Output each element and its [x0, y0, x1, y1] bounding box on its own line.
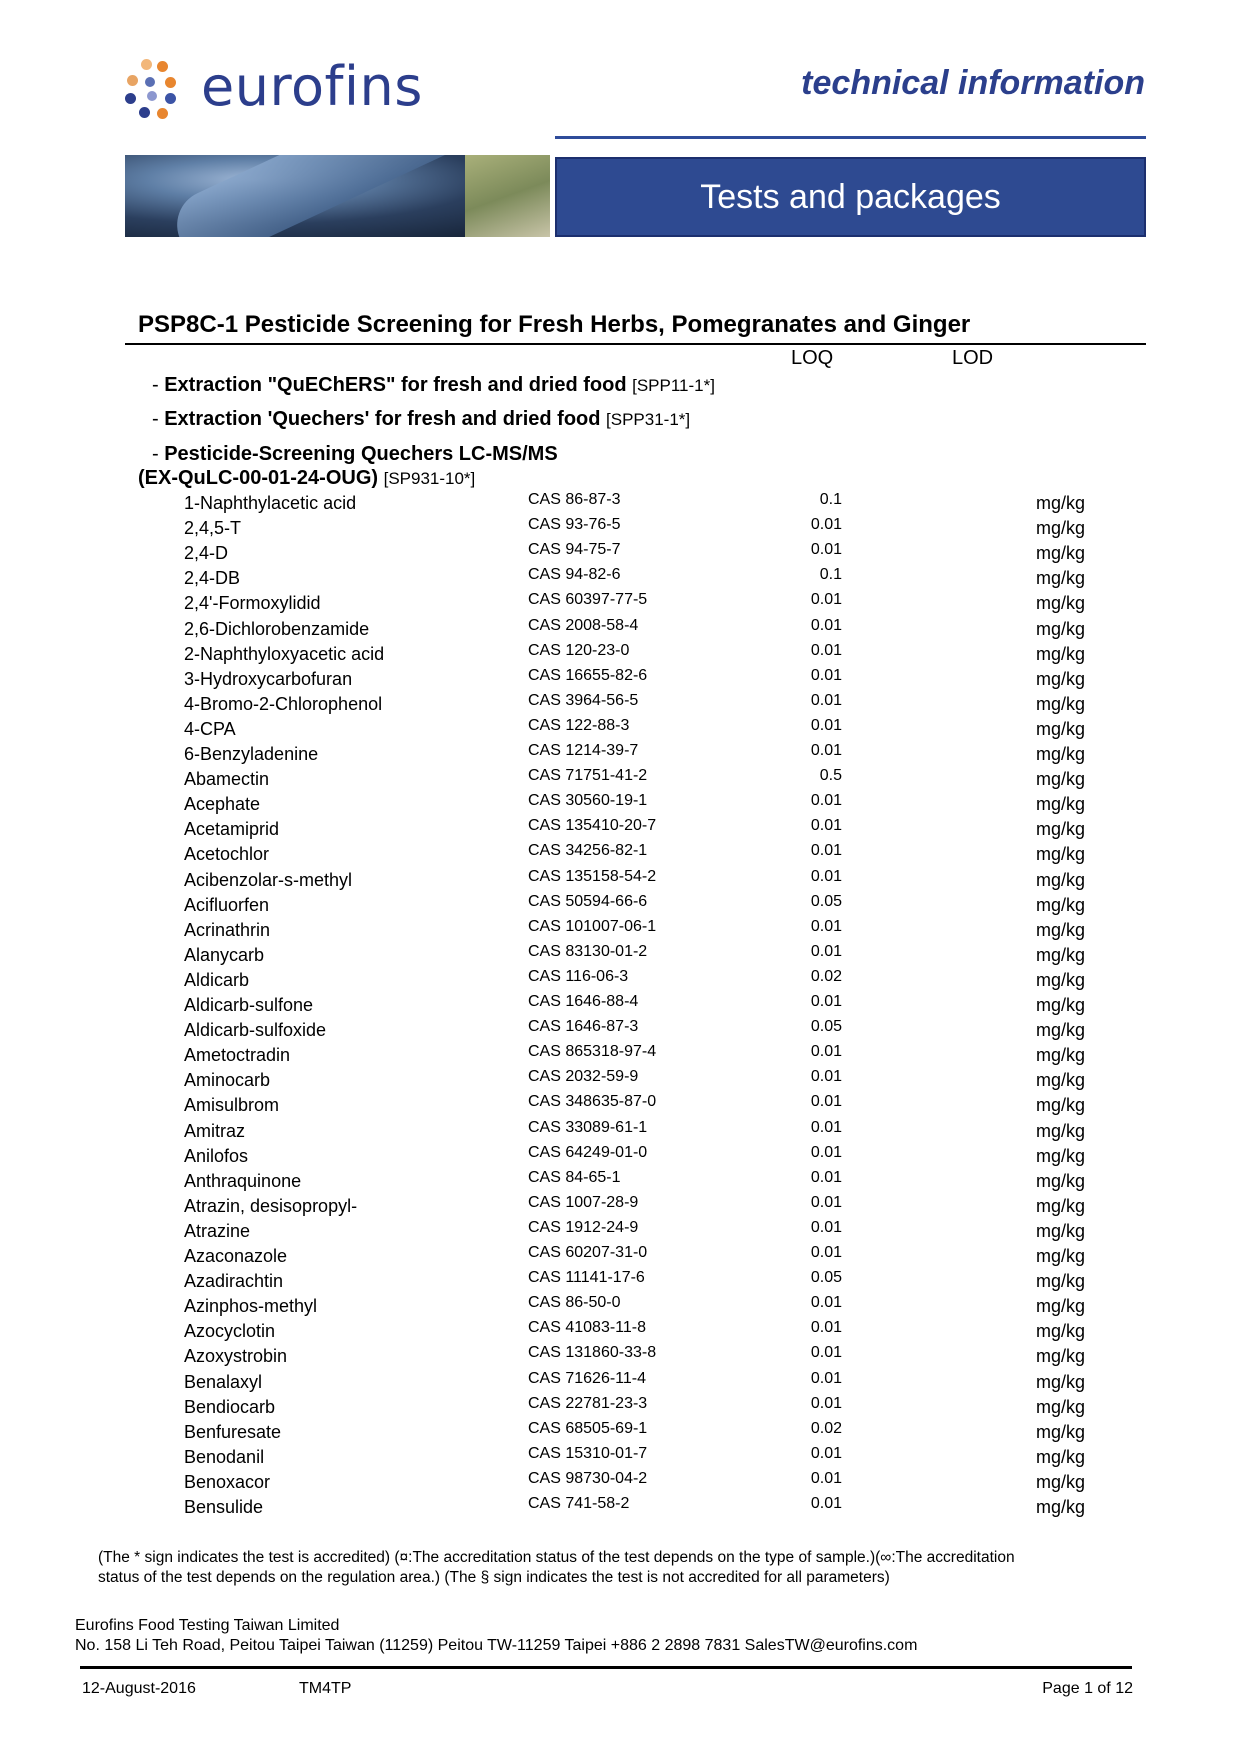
analyte-name: 3-Hydroxycarbofuran	[184, 668, 353, 689]
analyte-unit: mg/kg	[1036, 969, 1086, 990]
analyte-cas: CAS 71751-41-2	[528, 767, 648, 785]
analyte-loq: 0.01	[810, 1118, 842, 1136]
analyte-name: Atrazin, desisopropyl-	[184, 1195, 358, 1216]
analyte-cas: CAS 16655-82-6	[528, 666, 648, 684]
analyte-loq: 0.01	[810, 716, 842, 734]
analyte-cas: CAS 83130-01-2	[528, 942, 648, 960]
analyte-cas: CAS 41083-11-8	[528, 1319, 646, 1337]
table-row	[0, 1144, 1240, 1169]
analyte-loq: 0.01	[810, 817, 842, 835]
analyte-cas: CAS 15310-01-7	[528, 1444, 648, 1462]
analyte-name: Aminocarb	[184, 1070, 271, 1091]
analyte-unit: mg/kg	[1036, 894, 1086, 915]
table-row	[0, 1068, 1240, 1093]
table-row	[0, 943, 1240, 968]
analyte-loq: 0.01	[810, 842, 842, 860]
analyte-unit: mg/kg	[1036, 568, 1086, 589]
analyte-name: Acetamiprid	[184, 819, 280, 840]
page-title: PSP8C-1 Pesticide Screening for Fresh Herbs, Pomegranates and Ginger	[138, 311, 971, 338]
analyte-name: Benodanil	[184, 1446, 265, 1467]
analyte-cas: CAS 86-50-0	[528, 1294, 621, 1312]
table-row	[0, 1370, 1240, 1395]
analyte-loq: 0.01	[810, 1168, 842, 1186]
analyte-loq: 0.01	[810, 1495, 842, 1512]
table-row	[0, 893, 1240, 918]
table-row	[0, 742, 1240, 767]
analyte-unit: mg/kg	[1036, 1446, 1086, 1467]
analyte-cas: CAS 1646-88-4	[528, 993, 639, 1010]
analyte-loq: 0.01	[810, 1294, 842, 1312]
analyte-unit: mg/kg	[1036, 1371, 1086, 1392]
analyte-cas: CAS 64249-01-0	[528, 1143, 648, 1161]
analyte-loq: 0.01	[810, 641, 842, 659]
analyte-cas: CAS 3964-56-5	[528, 691, 639, 709]
analyte-unit: mg/kg	[1036, 618, 1086, 639]
eurofins-dots-icon	[125, 59, 187, 121]
analyte-cas: CAS 348635-87-0	[528, 1093, 657, 1111]
analyte-cas: CAS 60397-77-5	[528, 591, 648, 609]
table-row	[0, 1269, 1240, 1294]
table-row	[0, 1018, 1240, 1043]
analyte-loq: 0.01	[810, 616, 842, 634]
analyte-name: Aldicarb-sulfoxide	[184, 1020, 327, 1041]
analyte-unit: mg/kg	[1036, 718, 1086, 739]
analyte-loq: 0.01	[810, 691, 842, 709]
analyte-cas: CAS 2032-59-9	[528, 1068, 639, 1086]
logo-text: eurofins	[201, 55, 423, 118]
analyte-loq: 0.01	[810, 1244, 842, 1261]
analyte-cas: CAS 135410-20-7	[528, 817, 657, 835]
analyte-loq: 0.01	[810, 1319, 842, 1337]
table-row	[0, 1470, 1240, 1495]
analyte-unit: mg/kg	[1036, 643, 1086, 664]
analyte-unit: mg/kg	[1036, 769, 1086, 790]
analyte-unit: mg/kg	[1036, 1321, 1086, 1342]
analyte-unit: mg/kg	[1036, 1396, 1086, 1417]
analyte-unit: mg/kg	[1036, 919, 1086, 940]
table-row	[0, 1119, 1240, 1144]
analyte-loq: 0.01	[810, 1193, 842, 1211]
analyte-loq: 0.01	[810, 1444, 842, 1462]
table-row	[0, 667, 1240, 692]
analyte-cas: CAS 2008-58-4	[528, 616, 639, 634]
table-row	[0, 1395, 1240, 1420]
analyte-loq: 0.05	[810, 1269, 842, 1287]
table-row	[0, 817, 1240, 842]
analyte-unit: mg/kg	[1036, 1170, 1086, 1191]
analyte-loq: 0.02	[810, 1419, 842, 1437]
analyte-unit: mg/kg	[1036, 693, 1086, 714]
analyte-name: 2-Naphthyloxyacetic acid	[184, 643, 385, 664]
analyte-loq: 0.01	[810, 742, 842, 759]
analyte-cas: CAS 101007-06-1	[528, 917, 657, 935]
analyte-unit: mg/kg	[1036, 844, 1086, 865]
table-row	[0, 1294, 1240, 1319]
analyte-name: Acrinathrin	[184, 919, 271, 940]
table-row	[0, 642, 1240, 667]
analyte-cas: CAS 50594-66-6	[528, 892, 648, 910]
analyte-unit: mg/kg	[1036, 1070, 1086, 1091]
analyte-unit: mg/kg	[1036, 1421, 1086, 1442]
analyte-unit: mg/kg	[1036, 819, 1086, 840]
analyte-loq: 0.01	[810, 1469, 842, 1487]
analyte-name: Atrazine	[184, 1220, 251, 1241]
analyte-name: Acetochlor	[184, 844, 270, 865]
analyte-cas: CAS 98730-04-2	[528, 1469, 648, 1487]
analyte-unit: mg/kg	[1036, 1346, 1086, 1367]
analyte-loq: 0.02	[810, 967, 842, 985]
section-pesticide-screening: - Pesticide-Screening Quechers LC-MS/MS	[152, 443, 558, 465]
analyte-loq: 0.01	[810, 516, 842, 534]
analyte-cas: CAS 1007-28-9	[528, 1193, 639, 1211]
analyte-loq: 0.05	[810, 892, 842, 910]
analyte-cas: CAS 122-88-3	[528, 716, 630, 734]
table-row	[0, 1093, 1240, 1118]
analyte-name: Benoxacor	[184, 1471, 271, 1492]
table-row	[0, 591, 1240, 616]
analyte-loq: 0.01	[810, 1093, 842, 1111]
table-row	[0, 1194, 1240, 1219]
analyte-unit: mg/kg	[1036, 744, 1086, 764]
analyte-loq: 0.01	[810, 942, 842, 960]
analyte-name: Azinphos-methyl	[184, 1296, 318, 1317]
eurofins-logo	[125, 55, 423, 122]
table-row	[0, 918, 1240, 943]
table-row	[0, 566, 1240, 591]
header-divider	[555, 136, 1146, 139]
table-row	[0, 993, 1240, 1018]
company-info	[75, 1616, 917, 1656]
analyte-cas: CAS 135158-54-2	[528, 867, 657, 885]
analyte-name: 2,4'-Formoxylidid	[184, 593, 321, 614]
analyte-unit: mg/kg	[1036, 869, 1086, 890]
header-photo	[125, 155, 550, 237]
analyte-name: Acibenzolar-s-methyl	[184, 869, 353, 890]
analyte-name: Anilofos	[184, 1145, 249, 1166]
table-row	[0, 1495, 1240, 1520]
column-header-lod: LOD	[952, 347, 994, 369]
analyte-cas: CAS 68505-69-1	[528, 1419, 648, 1437]
analyte-loq: 0.5	[819, 767, 842, 785]
analyte-name: Amisulbrom	[184, 1095, 280, 1116]
analyte-name: Anthraquinone	[184, 1170, 302, 1191]
analyte-loq: 0.01	[810, 1068, 842, 1086]
accreditation-note: (The * sign indicates the test is accredited) (¤:The accreditation status of the test depends on the type of sample.)(∞:The accreditation status of the test depends on the regulation area.) (The § sign indicates the test is not accredited for all parameters)	[98, 1549, 1015, 1586]
page-number: Page 1 of 12	[1042, 1680, 1133, 1697]
table-row	[0, 491, 1240, 516]
analyte-loq: 0.01	[810, 792, 842, 810]
analyte-loq: 0.01	[810, 1218, 842, 1236]
table-row	[0, 1244, 1240, 1269]
analyte-unit: mg/kg	[1036, 1296, 1086, 1317]
analyte-loq: 0.01	[810, 1369, 842, 1387]
analyte-unit: mg/kg	[1036, 1045, 1086, 1066]
table-row	[0, 1319, 1240, 1344]
analyte-loq: 0.01	[810, 867, 842, 885]
analyte-cas: CAS 1912-24-9	[528, 1218, 639, 1236]
analyte-unit: mg/kg	[1036, 1195, 1086, 1216]
analyte-unit: mg/kg	[1036, 1095, 1086, 1116]
analyte-loq: 0.01	[810, 541, 842, 559]
analyte-unit: mg/kg	[1036, 1145, 1086, 1166]
analyte-cas: CAS 22781-23-3	[528, 1394, 648, 1412]
analyte-cas: CAS 30560-19-1	[528, 792, 648, 810]
analyte-cas: CAS 131860-33-8	[528, 1344, 657, 1362]
analyte-name: Acephate	[184, 794, 261, 815]
analyte-loq: 0.01	[810, 666, 842, 684]
analyte-cas: CAS 71626-11-4	[528, 1369, 646, 1387]
section-extraction-quechers-2: - Extraction 'Quechers' for fresh and dried food [SPP31-1*]	[152, 408, 691, 430]
analyte-name: Aldicarb-sulfone	[184, 995, 314, 1015]
banner-title: Tests and packages	[700, 177, 1001, 216]
analyte-loq: 0.01	[810, 1043, 842, 1061]
analyte-cas: CAS 116-06-3	[528, 967, 629, 985]
analyte-unit: mg/kg	[1036, 593, 1086, 614]
analyte-cas: CAS 93-76-5	[528, 516, 621, 534]
analyte-unit: mg/kg	[1036, 995, 1086, 1015]
analyte-cas: CAS 120-23-0	[528, 641, 630, 659]
analyte-cas: CAS 86-87-3	[528, 491, 621, 508]
analyte-cas: CAS 94-75-7	[528, 541, 621, 559]
footer-date: 12-August-2016	[82, 1680, 196, 1697]
analyte-cas: CAS 84-65-1	[528, 1168, 621, 1186]
analyte-name: Acifluorfen	[184, 894, 270, 915]
analyte-cas: CAS 60207-31-0	[528, 1244, 648, 1261]
analyte-name: Alanycarb	[184, 944, 265, 965]
analyte-name: 2,4-D	[184, 543, 229, 564]
footer-divider	[80, 1666, 1132, 1669]
table-row	[0, 717, 1240, 742]
analyte-unit: mg/kg	[1036, 493, 1086, 513]
analyte-name: 2,4,5-T	[184, 518, 242, 539]
analyte-name: Azocyclotin	[184, 1321, 276, 1342]
analyte-cas: CAS 1214-39-7	[528, 742, 639, 759]
analyte-loq: 0.1	[819, 566, 842, 584]
analyte-unit: mg/kg	[1036, 1020, 1086, 1041]
analyte-name: Ametoctradin	[184, 1045, 291, 1066]
analyte-cas: CAS 94-82-6	[528, 566, 621, 584]
section-extraction-quechers: - Extraction "QuEChERS" for fresh and dried food [SPP11-1*]	[152, 374, 715, 396]
analyte-name: Abamectin	[184, 769, 270, 790]
analyte-name: Azoxystrobin	[184, 1346, 288, 1367]
column-header-loq: LOQ	[791, 347, 834, 369]
analyte-name: Benfuresate	[184, 1421, 282, 1442]
table-row	[0, 1420, 1240, 1445]
table-row	[0, 1344, 1240, 1369]
table-row	[0, 1445, 1240, 1470]
table-row	[0, 868, 1240, 893]
table-row	[0, 541, 1240, 566]
analyte-cas: CAS 1646-87-3	[528, 1018, 639, 1036]
analyte-unit: mg/kg	[1036, 668, 1086, 689]
analyte-name: 6-Benzyladenine	[184, 744, 319, 764]
analyte-unit: mg/kg	[1036, 543, 1086, 564]
banner	[555, 157, 1146, 237]
analyte-unit: mg/kg	[1036, 1120, 1086, 1141]
analyte-name: 4-Bromo-2-Chlorophenol	[184, 693, 383, 714]
analyte-name: Amitraz	[184, 1120, 246, 1141]
analyte-unit: mg/kg	[1036, 1246, 1086, 1266]
table-row	[0, 617, 1240, 642]
analyte-loq: 0.01	[810, 917, 842, 935]
title-divider	[125, 343, 1146, 345]
analyte-name: 2,4-DB	[184, 568, 241, 589]
analyte-name: 4-CPA	[184, 718, 236, 739]
analyte-unit: mg/kg	[1036, 518, 1086, 539]
analyte-name: Aldicarb	[184, 969, 250, 990]
analyte-loq: 0.01	[810, 1394, 842, 1412]
table-row	[0, 767, 1240, 792]
analyte-loq: 0.01	[810, 1344, 842, 1362]
analyte-unit: mg/kg	[1036, 1220, 1086, 1241]
analyte-name: Benalaxyl	[184, 1371, 263, 1392]
analyte-loq: 0.01	[810, 591, 842, 609]
analyte-loq: 0.01	[810, 1143, 842, 1161]
analyte-loq: 0.01	[810, 993, 842, 1010]
analyte-name: 1-Naphthylacetic acid	[184, 493, 357, 513]
analyte-unit: mg/kg	[1036, 794, 1086, 815]
table-row	[0, 516, 1240, 541]
analyte-loq: 0.05	[810, 1018, 842, 1036]
analyte-loq: 0.1	[819, 491, 842, 508]
table-row	[0, 1043, 1240, 1068]
analyte-cas: CAS 865318-97-4	[528, 1043, 657, 1061]
section-pesticide-screening-method: (EX-QuLC-00-01-24-OUG) [SP931-10*]	[138, 467, 476, 489]
analyte-name: Bendiocarb	[184, 1396, 276, 1417]
company-address: No. 158 Li Teh Road, Peitou Taipei Taiwan (11259) Peitou TW-11259 Taipei +886 2 2898 7831 SalesTW@eurofins.com	[75, 1637, 918, 1654]
footer-code: TM4TP	[299, 1680, 352, 1697]
analyte-unit: mg/kg	[1036, 944, 1086, 965]
analyte-cas: CAS 11141-17-6	[528, 1269, 645, 1287]
analyte-name: Azaconazole	[184, 1246, 288, 1266]
analyte-name: Azadirachtin	[184, 1271, 284, 1292]
analyte-name: 2,6-Dichlorobenzamide	[184, 618, 370, 639]
table-row	[0, 1219, 1240, 1244]
tagline: technical information	[801, 64, 1145, 102]
table-row	[0, 692, 1240, 717]
analyte-name: Bensulide	[184, 1497, 264, 1517]
analyte-unit: mg/kg	[1036, 1497, 1086, 1517]
analyte-cas: CAS 33089-61-1	[528, 1118, 648, 1136]
analyte-cas: CAS 741-58-2	[528, 1495, 630, 1512]
table-row	[0, 968, 1240, 993]
table-row	[0, 842, 1240, 867]
analyte-cas: CAS 34256-82-1	[528, 842, 648, 860]
analyte-unit: mg/kg	[1036, 1471, 1086, 1492]
table-row	[0, 792, 1240, 817]
table-row	[0, 1169, 1240, 1194]
company-name: Eurofins Food Testing Taiwan Limited	[75, 1617, 340, 1634]
analyte-unit: mg/kg	[1036, 1271, 1086, 1292]
